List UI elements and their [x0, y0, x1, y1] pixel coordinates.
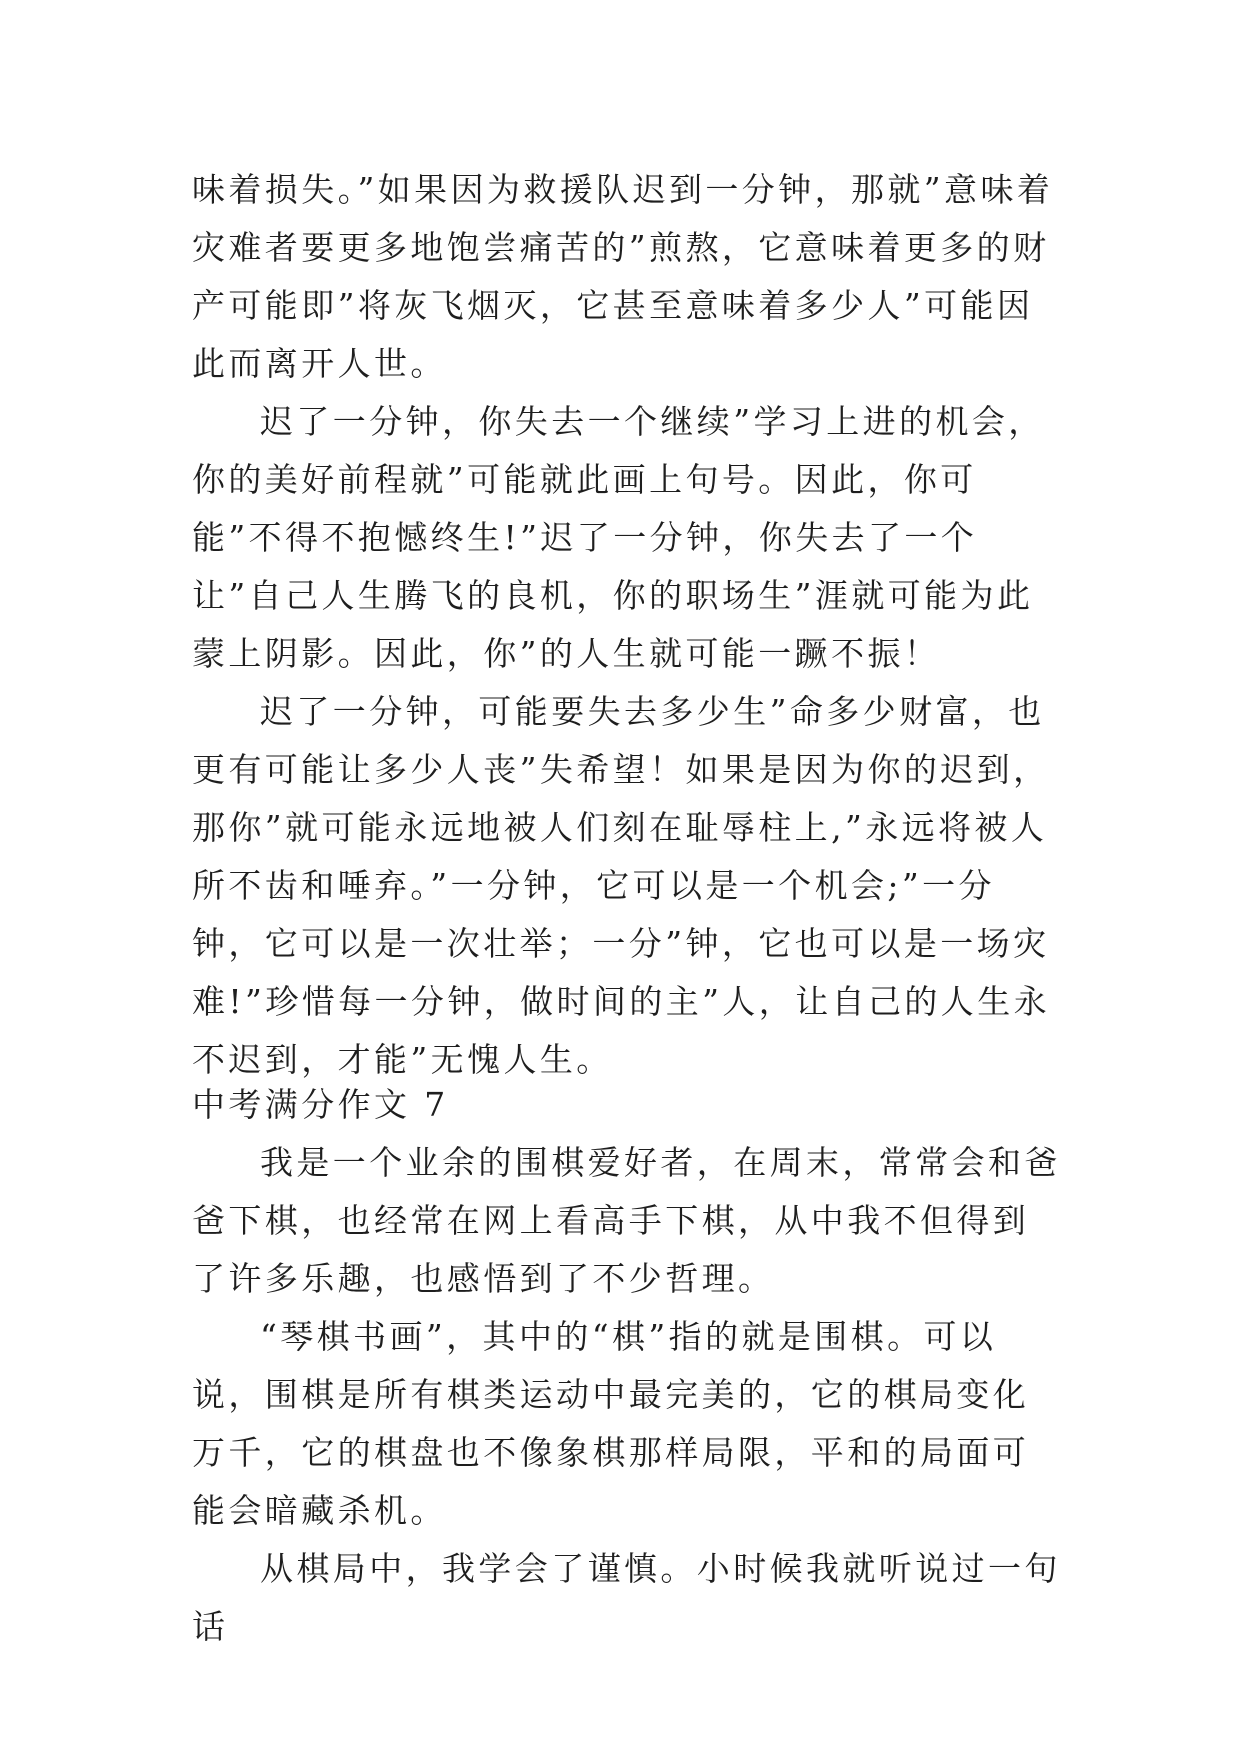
section-1 — [192, 161, 1064, 1089]
essay-heading: 中考满分作文 7 — [192, 1085, 449, 1124]
paragraph-2: 迟了一分钟，你失去一个继续”学习上进的机会，你的美好前程就”可能就此画上句号。因此，你可能”不得不抱憾终生!”迟了一分钟，你失去了一个让”自己人生腾飞的良机，你的职场生”涯就可能为此蒙上阴影。因此，你”的人生就可能一蹶不振！ — [192, 402, 1045, 673]
paragraph-5: “琴棋书画”，其中的“棋”指的就是围棋。可以说，围棋是所有棋类运动中最完美的，它的棋局变化万千，它的棋盘也不像象棋那样局限，平和的局面可能会暗藏杀机。 — [192, 1317, 1030, 1530]
paragraph-3: 迟了一分钟，可能要失去多少生”命多少财富，也更有可能让多少人丧”失希望！如果是因为你的迟到，那你”就可能永远地被人们刻在耻辱柱上,”永远将被人所不齿和唾弃。”一分钟，它可以是一个机会;”一分钟，它可以是一次壮举；一分”钟，它也可以是一场灾难!”珍惜每一分钟，做时间的主”人，让自己的人生永不迟到，才能”无愧人生。 — [192, 692, 1051, 1079]
paragraph-6: 从棋局中，我学会了谨慎。小时候我就听说过一句话 — [192, 1549, 1061, 1646]
paragraph-1: 味着损失。”如果因为救援队迟到一分钟，那就”意味着灾难者要更多地饱尝痛苦的”煎熬，它意味着更多的财产可能即”将灰飞烟灭，它甚至意味着多少人”可能因此而离开人世。 — [192, 170, 1054, 383]
section-2 — [192, 1076, 1064, 1656]
paragraph-4: 我是一个业余的围棋爱好者，在周末，常常会和爸爸下棋，也经常在网上看高手下棋，从中我不但得到了许多乐趣，也感悟到了不少哲理。 — [192, 1143, 1061, 1298]
